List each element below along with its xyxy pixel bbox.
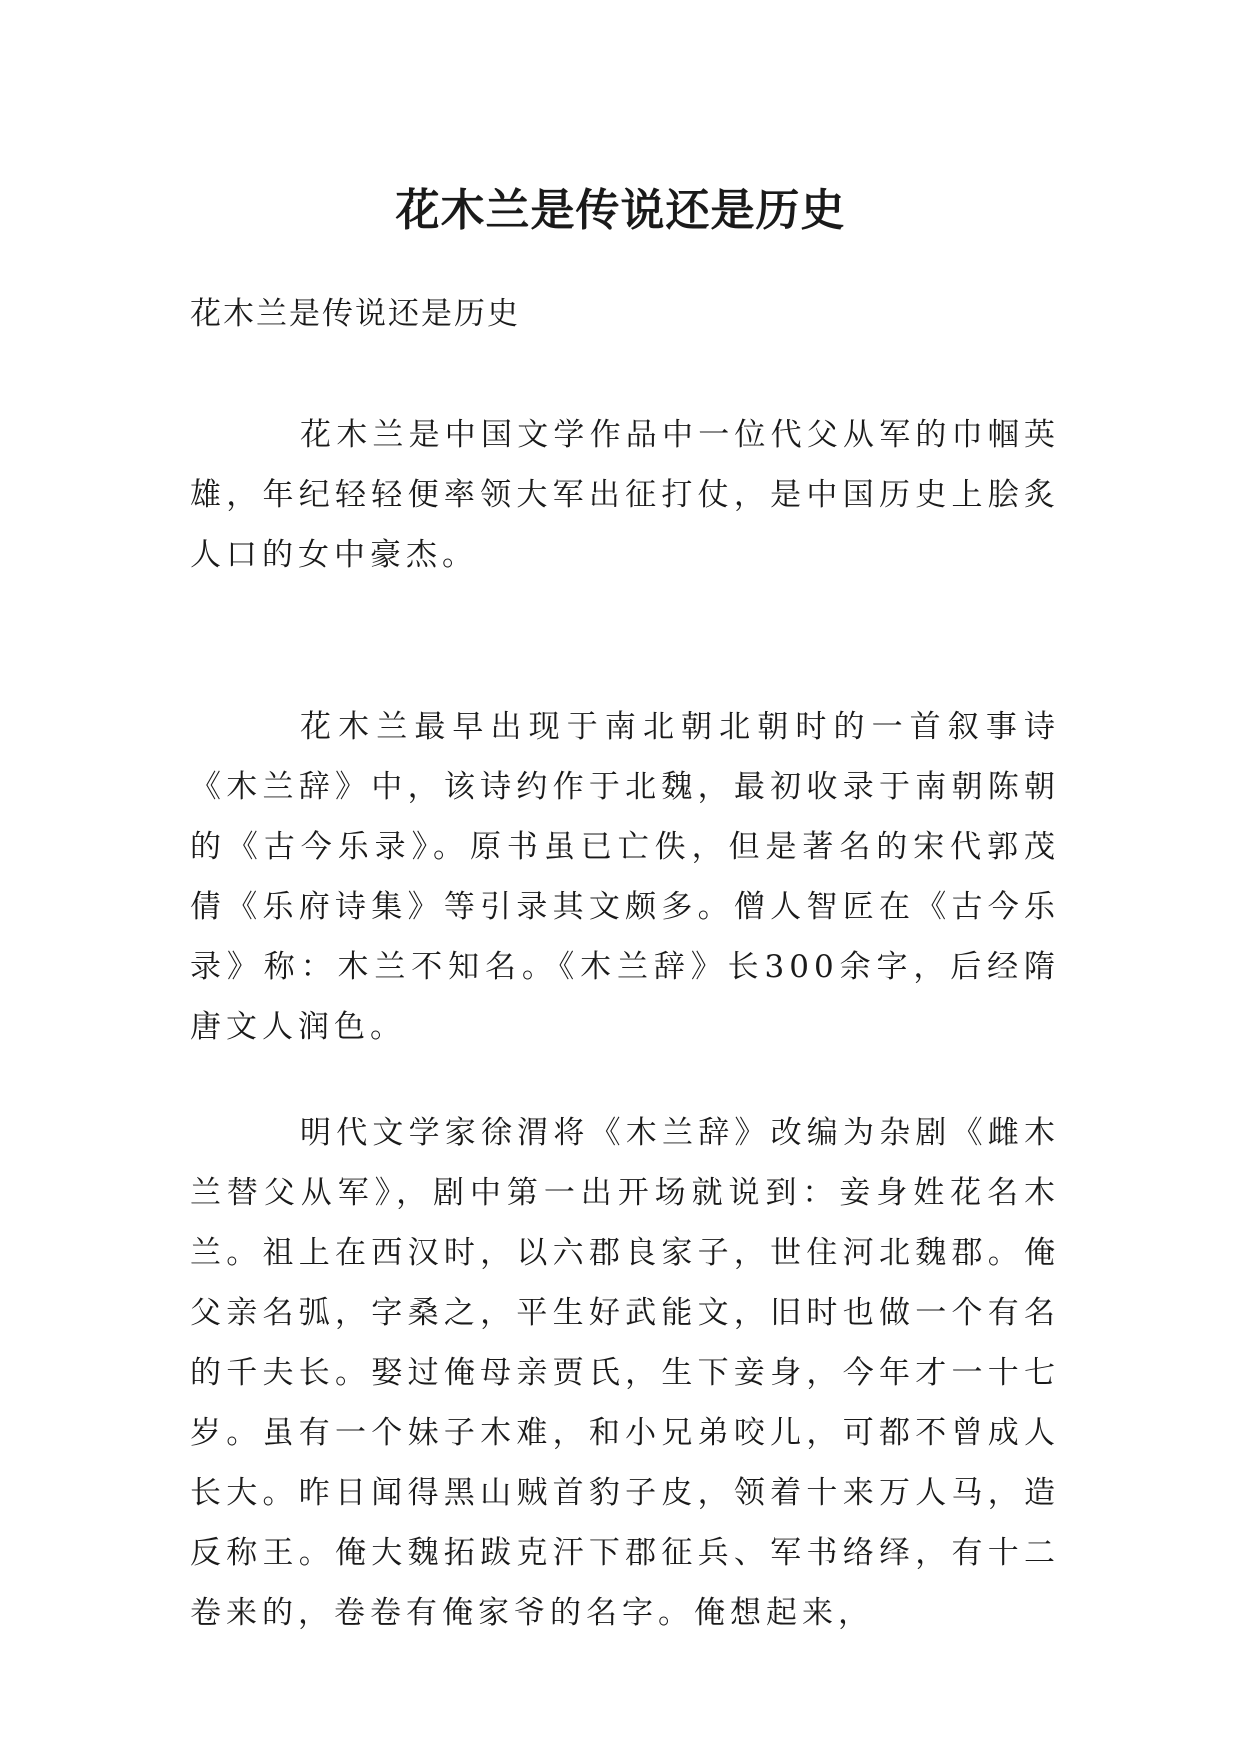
- document-title: 花木兰是传说还是历史: [395, 185, 846, 237]
- paragraph-2: 花木兰最早出现于南北朝北朝时的一首叙事诗《木兰辞》中，该诗约作于北魏，最初收录于南朝陈朝的《古今乐录》。原书虽已亡佚，但是著名的宋代郭茂倩《乐府诗集》等引录其文颇多。僧人智匠在《古今乐录》称：木兰不知名。《木兰辞》长300余字，后经隋唐文人润色。: [190, 709, 1060, 1045]
- paragraph-3: 明代文学家徐渭将《木兰辞》改编为杂剧《雌木兰替父从军》，剧中第一出开场就说到：妾身姓花名木兰。祖上在西汉时，以六郡良家子，世住河北魏郡。俺父亲名弧，字桑之，平生好武能文，旧时也做一个有名的千夫长。娶过俺母亲贾氏，生下妾身，今年才一十七岁。虽有一个妹子木难，和小兄弟咬儿，可都不曾成人长大。昨日闻得黑山贼首豹子皮，领着十来万人马，造反称王。俺大魏拓跋克汗下郡征兵、军书络绎，有十二卷来的，卷卷有俺家爷的名字。俺想起来，: [190, 1115, 1060, 1631]
- document-subtitle: 花木兰是传说还是历史: [190, 296, 520, 332]
- paragraph-1: 花木兰是中国文学作品中一位代父从军的巾帼英雄，年纪轻轻便率领大军出征打仗，是中国历史上脍炙人口的女中豪杰。: [190, 417, 1060, 573]
